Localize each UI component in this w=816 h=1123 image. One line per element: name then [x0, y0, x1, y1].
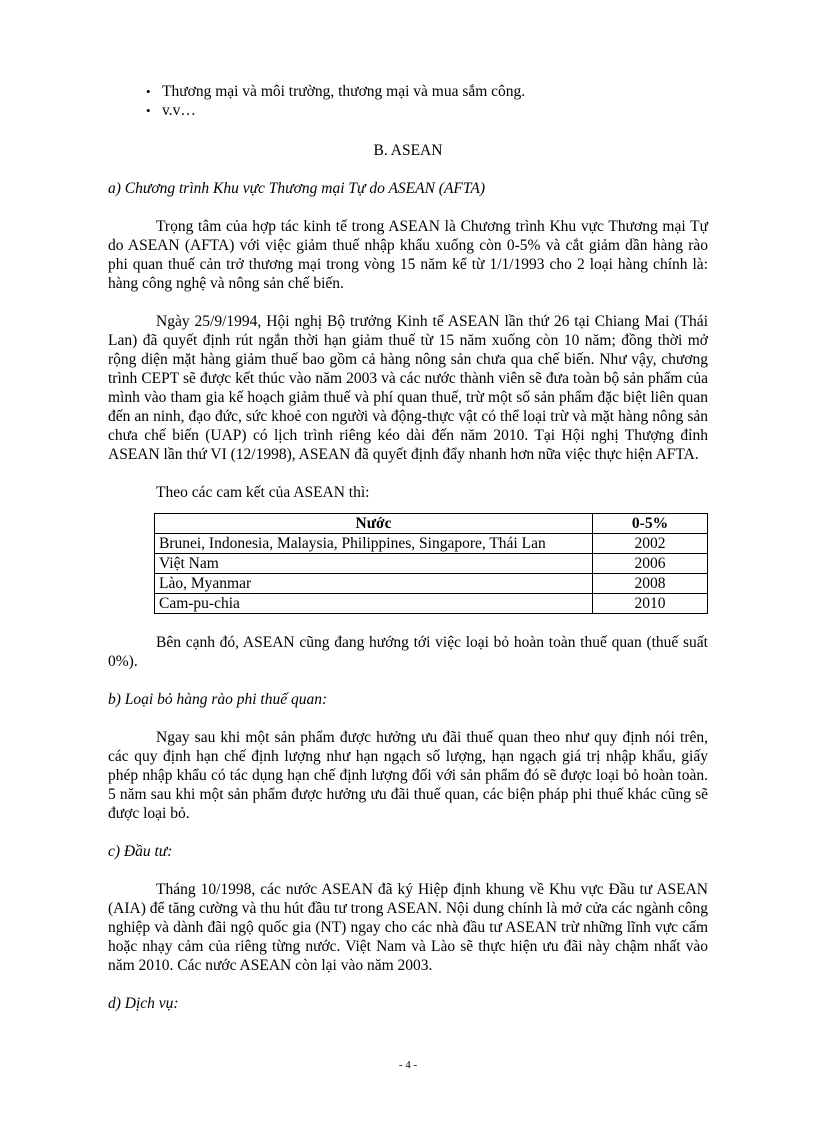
table-row: [155, 534, 708, 554]
subsection-b-heading: b) Loại bỏ hàng rào phi thuế quan:: [108, 691, 328, 708]
column-header-country: Nước: [155, 514, 593, 534]
table-cell-year: 2006: [593, 554, 708, 574]
table-cell-year: 2010: [593, 594, 708, 614]
page-content: [108, 82, 708, 1013]
table-row: [155, 554, 708, 574]
table-cell-country: Việt Nam: [155, 554, 593, 574]
bullet-list: [108, 82, 708, 120]
section-title: B. ASEAN: [373, 142, 443, 159]
table-cell-country: Lào, Myanmar: [155, 574, 593, 594]
paragraph-a1: Trọng tâm của hợp tác kinh tế trong ASEAN là Chương trình Khu vực Thương mại Tự do ASEAN (AFTA) với việc giảm thuế nhập khẩu xuống còn 0-5% và cắt giảm dần hàng rào phi quan thuế cản trở thương mại trong vòng 15 năm kể từ 1/1/1993 cho 2 loại hàng chính là: hàng công nghệ và nông sản chế biến.: [108, 218, 708, 292]
table-intro: Theo các cam kết của ASEAN thì:: [156, 484, 370, 501]
paragraph-a2: Ngày 25/9/1994, Hội nghị Bộ trưởng Kinh tế ASEAN lần thứ 26 tại Chiang Mai (Thái Lan) đã quyết định rút ngắn thời hạn giảm thuế từ 15 năm xuống còn 10 năm; đồng thời mở rộng diện mặt hàng giảm thuế bao gồm cả hàng nông sản chưa qua chế biến. Như vậy, chương trình CEPT sẽ được kết thúc vào năm 2003 và các nước thành viên sẽ đưa toàn bộ sản phẩm của mình vào tham gia kế hoạch giảm thuế và phí quan thuế, trừ một số sản phẩm đặc biệt liên quan đến an ninh, đạo đức, sức khoẻ con người và động-thực vật có thể loại trừ và mặt hàng nông sản chưa chế biến (UAP) có lịch trình riêng kéo dài đến năm 2010. Tại Hội nghị Thượng đỉnh ASEAN lần thứ VI (12/1998), ASEAN đã quyết định đẩy nhanh hơn nữa việc thực hiện AFTA.: [108, 313, 708, 463]
table-header-row: [155, 514, 708, 534]
paragraph-b: Ngay sau khi một sản phẩm được hưởng ưu đãi thuế quan theo như quy định nói trên, các quy định hạn chế định lượng như hạn ngạch số lượng, hạn ngạch giá trị nhập khẩu, giấy phép nhập khẩu có tác dụng hạn chế định lượng đối với sản phẩm đó sẽ được loại bỏ hoàn toàn. 5 năm sau khi một sản phẩm được hưởng ưu đãi thuế quan, các biện pháp phi thuế khác cũng sẽ được loại bỏ.: [108, 729, 708, 822]
list-item: • v.v…: [148, 101, 708, 120]
table-cell-country: Brunei, Indonesia, Malaysia, Philippines, Singapore, Thái Lan: [155, 534, 593, 554]
column-header-rate: 0-5%: [593, 514, 708, 534]
list-item: • Thương mại và môi trường, thương mại và mua sắm công.: [148, 82, 708, 101]
commitment-table: [154, 513, 708, 614]
paragraph-c: Tháng 10/1998, các nước ASEAN đã ký Hiệp định khung về Khu vực Đầu tư ASEAN (AIA) để tăng cường và thu hút đầu tư trong ASEAN. Nội dung chính là mở cửa các ngành công nghiệp và dành đãi ngộ quốc gia (NT) ngay cho các nhà đầu tư ASEAN trừ những lĩnh vực cấm hoặc nhạy cảm của riêng từng nước. Việt Nam và Lào sẽ thực hiện ưu đãi này chậm nhất vào năm 2010. Các nước ASEAN còn lại vào năm 2003.: [108, 881, 708, 974]
table-cell-country: Cam-pu-chia: [155, 594, 593, 614]
table-row: [155, 594, 708, 614]
table-cell-year: 2008: [593, 574, 708, 594]
subsection-d-heading: d) Dịch vụ:: [108, 995, 179, 1012]
page-number: - 4 -: [398, 1059, 418, 1071]
paragraph-a3: Bên cạnh đó, ASEAN cũng đang hướng tới việc loại bỏ hoàn toàn thuế quan (thuế suất 0%).: [108, 634, 708, 670]
table-cell-year: 2002: [593, 534, 708, 554]
subsection-a-heading: a) Chương trình Khu vực Thương mại Tự do ASEAN (AFTA): [108, 180, 486, 197]
table-row: [155, 574, 708, 594]
subsection-c-heading: c) Đầu tư:: [108, 843, 173, 860]
